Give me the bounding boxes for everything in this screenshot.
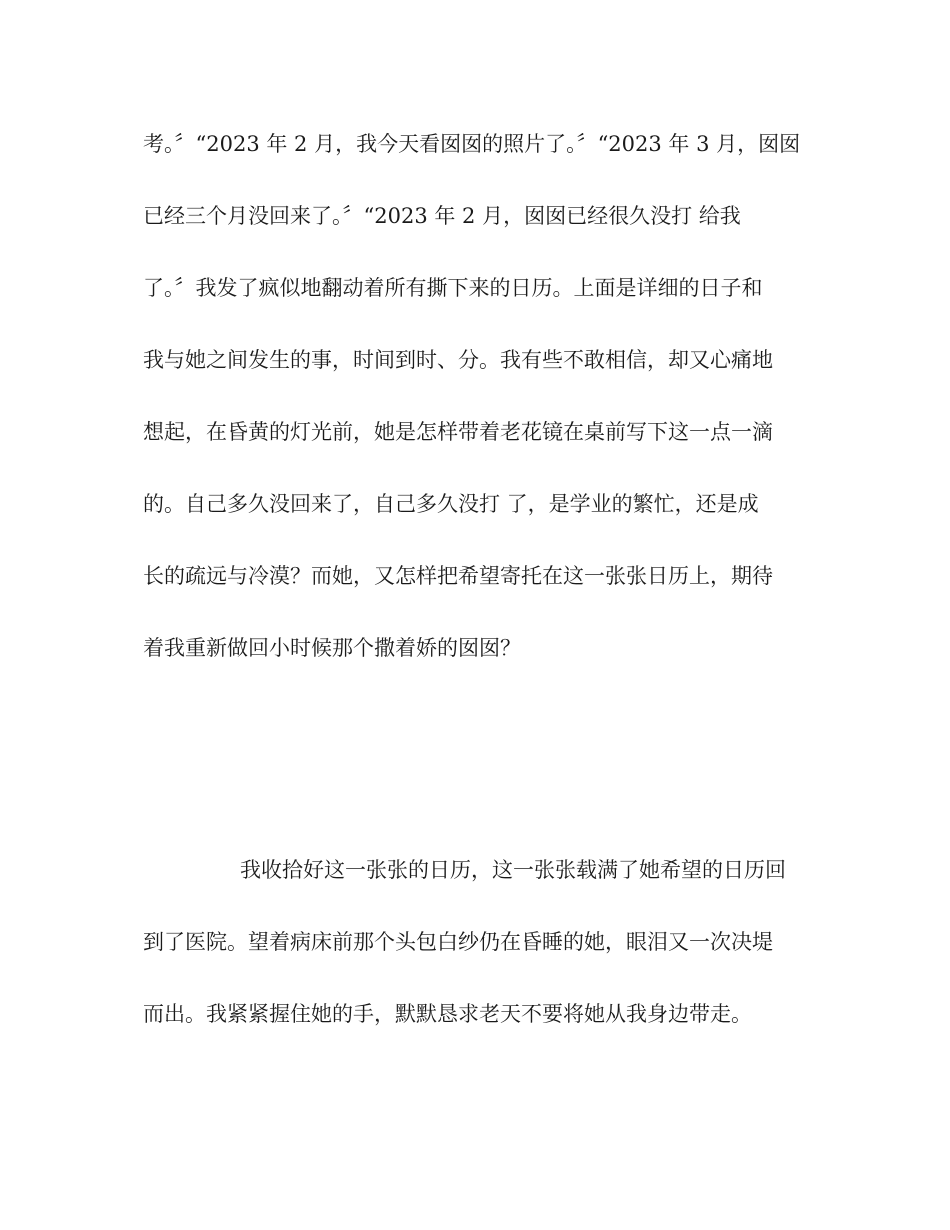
text-line: 考。〞“2023 年 2 月，我今天看囡囡的照片了。〞“2023 年 3 月，囡囡 <box>143 132 801 156</box>
text-line: 长的疏远与冷漠？而她，又怎样把希望寄托在这一张张日历上，期待 <box>143 564 773 588</box>
text-line: 已经三个月没回来了。〞“2023 年 2 月，囡囡已经很久没打 给我 <box>143 204 741 228</box>
text-line: 了。〞我发了疯似地翻动着所有撕下来的日历。上面是详细的日子和 <box>143 276 763 300</box>
text-line: 着我重新做回小时候那个撒着娇的囡囡？ <box>143 636 521 660</box>
text-line: 想起，在昏黄的灯光前，她是怎样带着老花镜在桌前写下这一点一滴 <box>143 420 773 444</box>
text-line: 我收拾好这一张张的日历，这一张张载满了她希望的日历回 <box>240 858 786 882</box>
text-line: 而出。我紧紧握住她的手，默默恳求老天不要将她从我身边带走。 <box>143 1002 752 1026</box>
text-line: 的。自己多久没回来了，自己多久没打 了，是学业的繁忙，还是成 <box>143 492 759 516</box>
text-line: 我与她之间发生的事，时间到时、分。我有些不敢相信，却又心痛地 <box>143 348 773 372</box>
text-line: 到了医院。望着病床前那个头包白纱仍在昏睡的她，眼泪又一次决堤 <box>143 930 773 954</box>
